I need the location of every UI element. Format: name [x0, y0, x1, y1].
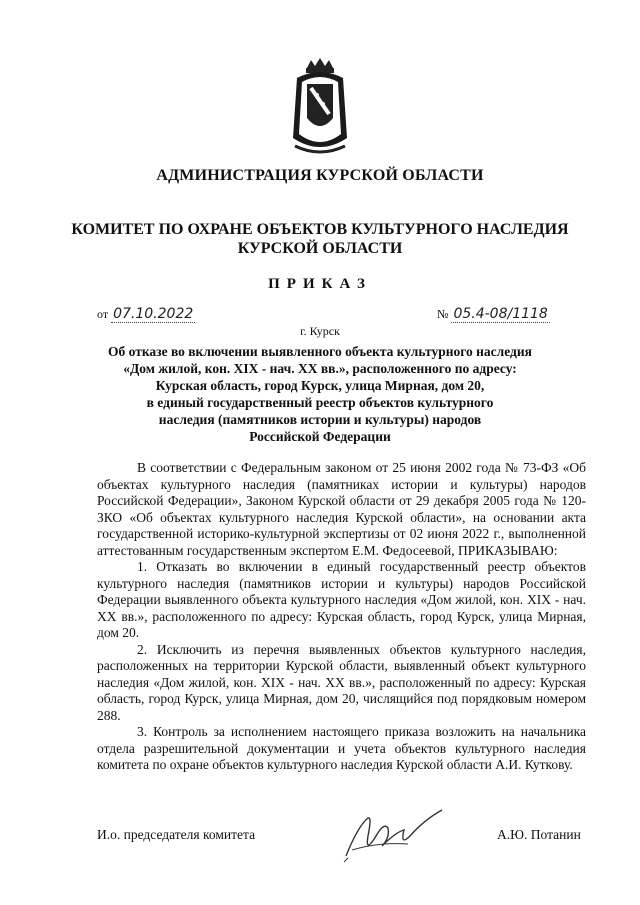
preamble-paragraph: В соответствии с Федеральным законом от 25 июня 2002 года № 73-ФЗ «Об объектах культурного наследия (памятниках истории и культуры) народов Российской Федерации», Законом Курской области от 29 декабря 2005 года № 120-ЗКО «Об объектах культурного наследия Курской области», на основании акта государственной историко-культурной экспертизы от 02 июня 2022 г., выполненной аттестованным государственным экспертом Е.М. Федосеевой, ПРИКАЗЫВАЮ: [97, 460, 586, 558]
handwritten-signature-icon [338, 806, 448, 866]
number-prefix: № [437, 307, 449, 321]
title-line: «Дом жилой, кон. XIX - нач. XX вв.», расположенного по адресу: [123, 361, 517, 376]
date-field [97, 306, 195, 322]
date-prefix: от [97, 307, 109, 321]
committee-line-1: КОМИТЕТ ПО ОХРАНЕ ОБЪЕКТОВ КУЛЬТУРНОГО НАСЛЕДИЯ [71, 221, 569, 238]
date-value: 07.10.2022 [113, 306, 194, 322]
item-2-paragraph: 2. Исключить из перечня выявленных объектов культурного наследия, расположенных на территории Курской области, выявленный объект культурного наследия «Дом жилой, кон. XIX - нач. XX вв.», расположенный по адресу: Курская область, город Курск, улица Мирная, дом 20, числящийся под порядковым номером 288. [97, 641, 586, 723]
title-line: Курская область, город Курск, улица Мирная, дом 20, [155, 378, 485, 393]
title-line: наследия (памятников истории и культуры) народов [158, 412, 482, 427]
coat-of-arms-icon [287, 58, 353, 158]
item-1-paragraph: 1. Отказать во включении в единый государственный реестр объектов культурного наследия (памятников истории и культуры) народов Российской Федерации выявленного объекта культурного наследия «Дом жилой, кон. XIX - нач. XX вв.», расположенного по адресу: Курская область, город Курск, улица Мирная, дом 20. [97, 559, 586, 640]
item-3-paragraph: 3. Контроль за исполнением настоящего приказа возложить на начальника отдела разрешительной документации и учета объектов культурного наследия комитета по охране объектов культурного наследия Курской области А.И. Куткову. [97, 724, 586, 772]
title-line: Российской Федерации [249, 429, 391, 444]
signatory-role: И.о. председателя комитета [97, 827, 256, 842]
order-body [97, 460, 586, 774]
city-label: г. Курск [300, 324, 340, 338]
committee-heading [0, 220, 640, 258]
committee-line-2: КУРСКОЙ ОБЛАСТИ [237, 240, 403, 257]
signatory-name: А.Ю. Потанин [497, 827, 581, 842]
title-line: в единый государственный реестр объектов культурного [146, 395, 494, 410]
document-type: ПРИКАЗ [268, 276, 372, 292]
title-line: Об отказе во включении выявленного объекта культурного наследия [108, 344, 532, 359]
order-title [100, 343, 540, 445]
number-field [437, 306, 550, 322]
administration-heading: АДМИНИСТРАЦИЯ КУРСКОЙ ОБЛАСТИ [156, 167, 484, 184]
number-value: 05.4-08/1118 [453, 306, 548, 322]
